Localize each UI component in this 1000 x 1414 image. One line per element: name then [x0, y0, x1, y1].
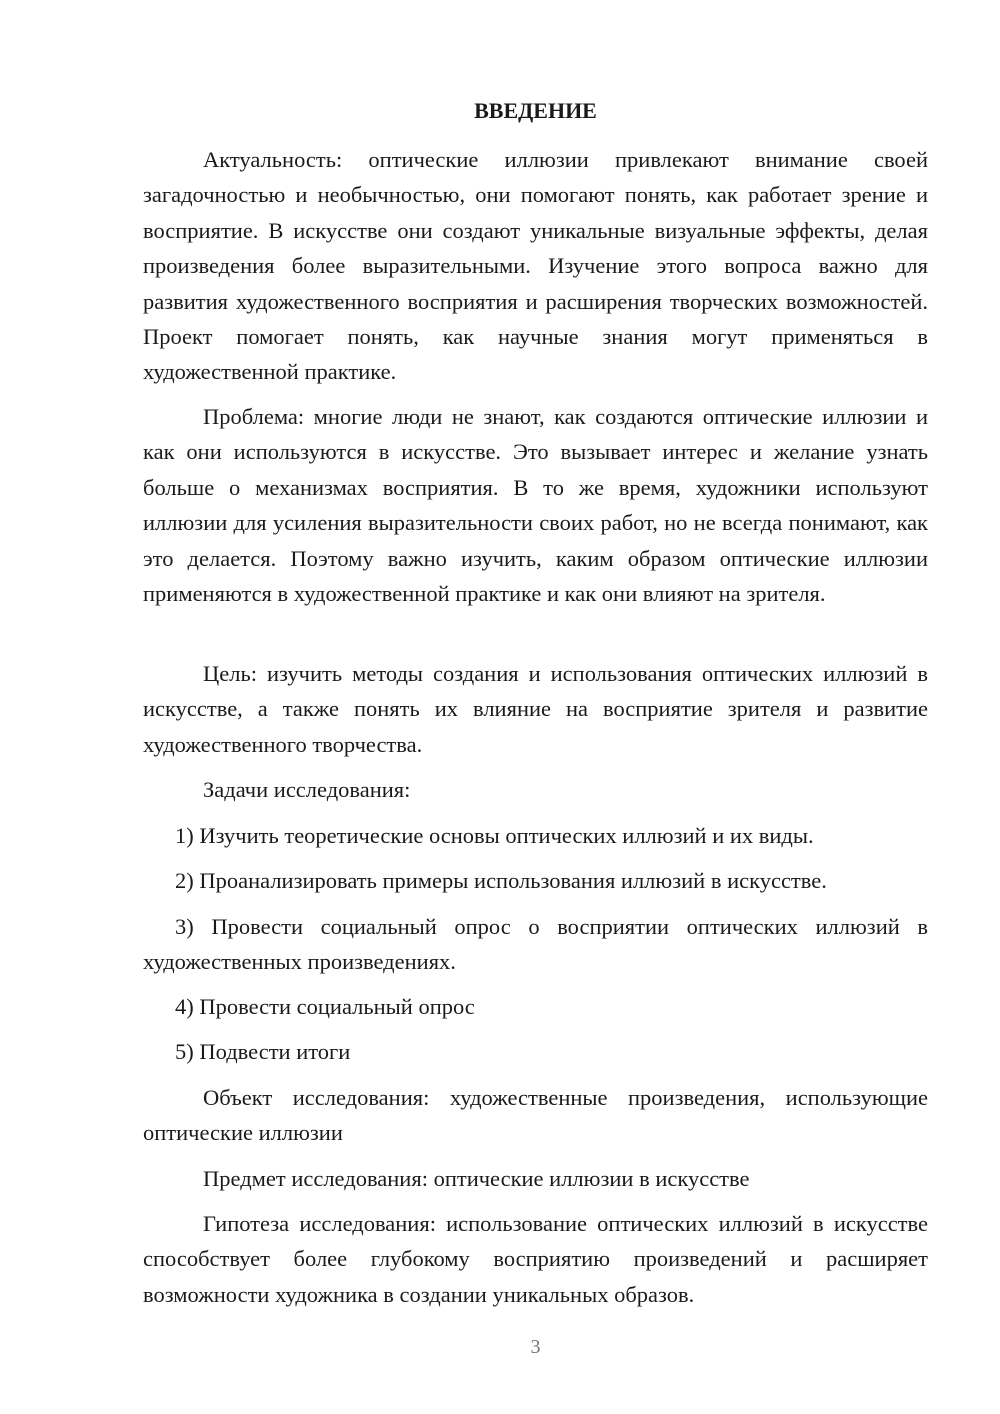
paragraph-relevance: Актуальность: оптические иллюзии привлекают внимание своей загадочностью и необычностью, они помогают понять, как работает зрение и восприятие. В искусстве они создают уникальные визуальные эффекты, делая произведения более выразительными. Изучение этого вопроса важно для развития художественного восприятия и расширения творческих возможностей. Проект помогает понять, как научные знания могут применяться в художественной практике. — [143, 147, 928, 385]
document-page — [143, 0, 928, 1414]
task-item-2: 2) Проанализировать примеры использования иллюзий в искусстве. — [175, 868, 827, 893]
tasks-heading: Задачи исследования: — [203, 777, 411, 802]
paragraph-problem: Проблема: многие люди не знают, как создаются оптические иллюзии и как они используются в искусстве. Это вызывает интерес и желание узнать больше о механизмах восприятия. В то же время, художники используют иллюзии для усиления выразительности своих работ, но не всегда понимают, как это делается. Поэтому важно изучить, каким образом оптические иллюзии применяются в художественной практике и как они влияют на зрителя. — [143, 404, 928, 607]
task-item-5: 5) Подвести итоги — [175, 1039, 351, 1064]
paragraph-object: Объект исследования: художественные произведения, использующие оптические иллюзии — [143, 1085, 928, 1146]
page-title: ВВЕДЕНИЕ — [474, 98, 597, 123]
task-item-1: 1) Изучить теоретические основы оптических иллюзий и их виды. — [175, 823, 814, 848]
paragraph-subject: Предмет исследования: оптические иллюзии в искусстве — [203, 1166, 750, 1191]
task-item-3: 3) Провести социальный опрос о восприятии оптических иллюзий в художественных произведениях. — [143, 914, 928, 975]
paragraph-goal: Цель: изучить методы создания и использования оптических иллюзий в искусстве, а также понять их влияние на восприятие зрителя и развитие художественного творчества. — [143, 661, 928, 757]
page-number: 3 — [530, 1336, 541, 1358]
task-item-4: 4) Провести социальный опрос — [175, 994, 475, 1019]
paragraph-hypothesis: Гипотеза исследования: использование оптических иллюзий в искусстве способствует более глубокому восприятию произведений и расширяет возможности художника в создании уникальных образов. — [143, 1211, 928, 1307]
